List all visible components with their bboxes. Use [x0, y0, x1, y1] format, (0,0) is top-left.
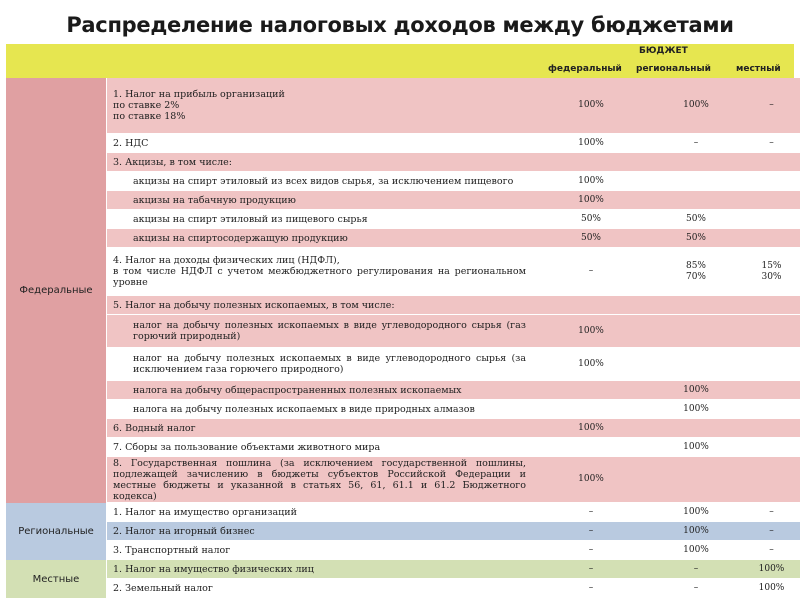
tax-name-line: акцизы на спирт этиловый из пищевого сырья	[133, 213, 368, 225]
header-regional: региональный	[636, 64, 711, 74]
table-row	[107, 153, 800, 172]
regional-share-cell: 85% 70%	[685, 260, 706, 282]
federal-share-cell: 100%	[578, 474, 604, 484]
tax-name-line: 2. Налог на игорный бизнес	[113, 525, 255, 537]
tax-name-line: налог на добычу полезных ископаемых в виде углеводородного сырья (газ горючий природный)	[133, 320, 526, 342]
table-row	[107, 348, 800, 381]
table-row	[107, 560, 800, 579]
federal-share-cell: –	[588, 582, 594, 593]
federal-share-cell	[532, 381, 650, 399]
header-local: местный	[736, 64, 781, 74]
regional-share-cell: 100%	[683, 544, 709, 555]
tax-name-line: 6. Водный налог	[113, 422, 196, 434]
local-share-cell	[742, 296, 800, 314]
tax-name-cell	[107, 191, 532, 209]
federal-share-cell: 100%	[578, 137, 604, 148]
table-row	[107, 400, 800, 419]
tax-name-cell	[107, 438, 532, 456]
local-share-cell	[742, 191, 800, 209]
tax-table	[6, 78, 794, 598]
federal-share-cell: –	[588, 525, 594, 536]
tax-name-line: 1. Налог на прибыль организаций	[113, 89, 285, 100]
tax-name-line: 2. Земельный налог	[113, 582, 213, 594]
regional-share-cell: 100%	[683, 506, 709, 517]
regional-share-cell: 50%	[685, 232, 706, 243]
local-share-cell	[742, 172, 800, 190]
group-label: Региональные	[6, 503, 107, 560]
table-row	[107, 248, 800, 296]
tax-name-line: 3. Транспортный налог	[113, 544, 231, 556]
tax-name-cell	[107, 381, 532, 399]
tax-name-line: по ставке 18%	[113, 111, 186, 122]
regional-share-cell: 100%	[683, 100, 709, 110]
tax-name-cell	[107, 400, 532, 418]
local-share-cell	[742, 153, 800, 171]
table-header	[6, 44, 794, 78]
tax-name-line: акцизы на табачную продукцию	[133, 194, 296, 206]
regional-share-cell: –	[693, 563, 699, 574]
table-row	[107, 134, 800, 153]
federal-share-cell: –	[588, 544, 594, 555]
federal-share-cell: 50%	[580, 232, 601, 243]
local-share-cell	[742, 419, 800, 437]
federal-share-cell: 100%	[578, 358, 604, 369]
regional-share-cell: 50%	[685, 213, 706, 224]
table-row	[107, 191, 800, 210]
table-row	[107, 210, 800, 229]
tax-name-line: акцизы на спиртосодержащую продукцию	[133, 232, 348, 244]
federal-share-cell: –	[588, 563, 594, 574]
regional-share-cell: 100%	[683, 403, 709, 414]
regional-share-cell: 100%	[683, 525, 709, 536]
regional-share-cell	[650, 172, 742, 190]
tax-name-line: 8. Государственная пошлина (за исключением государственной пошлины, подлежащей зачислению в бюджеты субъектов Российской Федерации и местные бюджеты и указанной в статьях 56, 61, 61.1 и 61.2 Бюджетного кодекса)	[113, 457, 526, 502]
tax-name-cell	[107, 229, 532, 247]
table-row	[107, 457, 800, 503]
local-share-cell	[742, 229, 800, 247]
federal-share-cell: –	[588, 506, 594, 517]
table-row	[107, 503, 800, 522]
local-share-cell: 15% 30%	[761, 260, 782, 282]
federal-share-cell: 100%	[578, 422, 604, 433]
group-label: Местные	[6, 560, 107, 598]
table-row	[107, 419, 800, 438]
tax-name-line: налога на добычу общераспространенных полезных ископаемых	[133, 384, 462, 396]
local-share-cell: –	[769, 100, 774, 110]
tax-name-line: 1. Налог на имущество организаций	[113, 506, 297, 518]
tax-name-cell	[107, 503, 532, 521]
regional-share-cell: –	[693, 582, 699, 593]
table-row	[107, 229, 800, 248]
tax-name-cell	[107, 172, 532, 190]
tax-name-line: 3. Акцизы, в том числе:	[113, 156, 232, 168]
tax-name-cell	[107, 296, 532, 314]
tax-name-line: 5. Налог на добычу полезных ископаемых, в том числе:	[113, 299, 395, 311]
tax-name-cell	[107, 248, 532, 295]
table-row	[107, 296, 800, 315]
regional-share-cell: –	[693, 137, 699, 148]
federal-share-cell: 100%	[578, 325, 604, 336]
tax-name-cell	[107, 522, 532, 540]
group-1	[6, 503, 794, 560]
federal-share-cell: –	[588, 266, 594, 276]
local-share-cell: –	[769, 544, 774, 555]
tax-name-cell	[107, 579, 532, 597]
federal-share-cell	[532, 438, 650, 456]
table-row	[107, 579, 800, 598]
tax-name-line: налога на добычу полезных ископаемых в виде природных алмазов	[133, 403, 475, 415]
federal-share-cell: 100%	[578, 194, 604, 205]
regional-share-cell	[650, 153, 742, 171]
group-0	[6, 78, 794, 503]
table-row	[107, 438, 800, 457]
federal-share-cell	[532, 296, 650, 314]
federal-share-cell: 50%	[580, 213, 601, 224]
tax-name-cell	[107, 457, 532, 502]
tax-name-cell	[107, 78, 532, 133]
tax-name-cell	[107, 315, 532, 347]
local-share-cell	[742, 400, 800, 418]
federal-share-cell: 100%	[578, 100, 604, 110]
tax-name-cell	[107, 541, 532, 559]
regional-share-cell	[650, 191, 742, 209]
tax-name-cell	[107, 134, 532, 152]
tax-name-cell	[107, 348, 532, 380]
group-label: Федеральные	[6, 78, 107, 503]
group-2	[6, 560, 794, 598]
local-share-cell	[742, 210, 800, 228]
tax-name-cell	[107, 560, 532, 578]
table-row	[107, 172, 800, 191]
table-row	[107, 78, 800, 134]
table-row	[107, 541, 800, 560]
local-share-cell	[742, 348, 800, 380]
federal-share-cell	[532, 400, 650, 418]
regional-share-cell	[650, 296, 742, 314]
regional-share-cell	[650, 419, 742, 437]
tax-name-line: 7. Сборы за пользование объектами животного мира	[113, 441, 381, 453]
local-share-cell: 100%	[758, 563, 785, 574]
header-budget: БЮДЖЕТ	[639, 46, 688, 56]
local-share-cell	[742, 381, 800, 399]
local-share-cell	[742, 457, 800, 502]
local-share-cell: –	[769, 137, 774, 148]
tax-name-cell	[107, 210, 532, 228]
tax-name-line: акцизы на спирт этиловый из всех видов сырья, за исключением пищевого	[133, 175, 514, 187]
tax-name-cell	[107, 419, 532, 437]
table-row	[107, 381, 800, 400]
regional-share-cell: 100%	[683, 441, 709, 452]
federal-share-cell	[532, 153, 650, 171]
page-title: Распределение налоговых доходов между бюджетами	[66, 13, 734, 37]
local-share-cell	[742, 438, 800, 456]
table-row	[107, 315, 800, 348]
tax-name-line: 1. Налог на имущество физических лиц	[113, 563, 314, 575]
local-share-cell: –	[769, 525, 774, 536]
tax-name-line: налог на добычу полезных ископаемых в виде углеводородного сырья (за исключением газа горючего природного)	[133, 353, 526, 375]
table-row	[107, 522, 800, 541]
local-share-cell: 100%	[758, 582, 785, 593]
regional-share-cell	[650, 315, 742, 347]
regional-share-cell	[650, 457, 742, 502]
tax-name-line: по ставке 2%	[113, 100, 180, 111]
regional-share-cell: 100%	[683, 384, 709, 395]
tax-name-line: 4. Налог на доходы физических лиц (НДФЛ),	[113, 255, 340, 266]
tax-name-line: в том числе НДФЛ с учетом межбюджетного регулирования на региональном уровне	[113, 266, 526, 288]
regional-share-cell	[650, 348, 742, 380]
header-federal: федеральный	[548, 64, 622, 74]
tax-name-cell	[107, 153, 532, 171]
tax-name-line: 2. НДС	[113, 137, 149, 149]
federal-share-cell: 100%	[578, 175, 604, 186]
local-share-cell: –	[769, 506, 774, 517]
local-share-cell	[742, 315, 800, 347]
